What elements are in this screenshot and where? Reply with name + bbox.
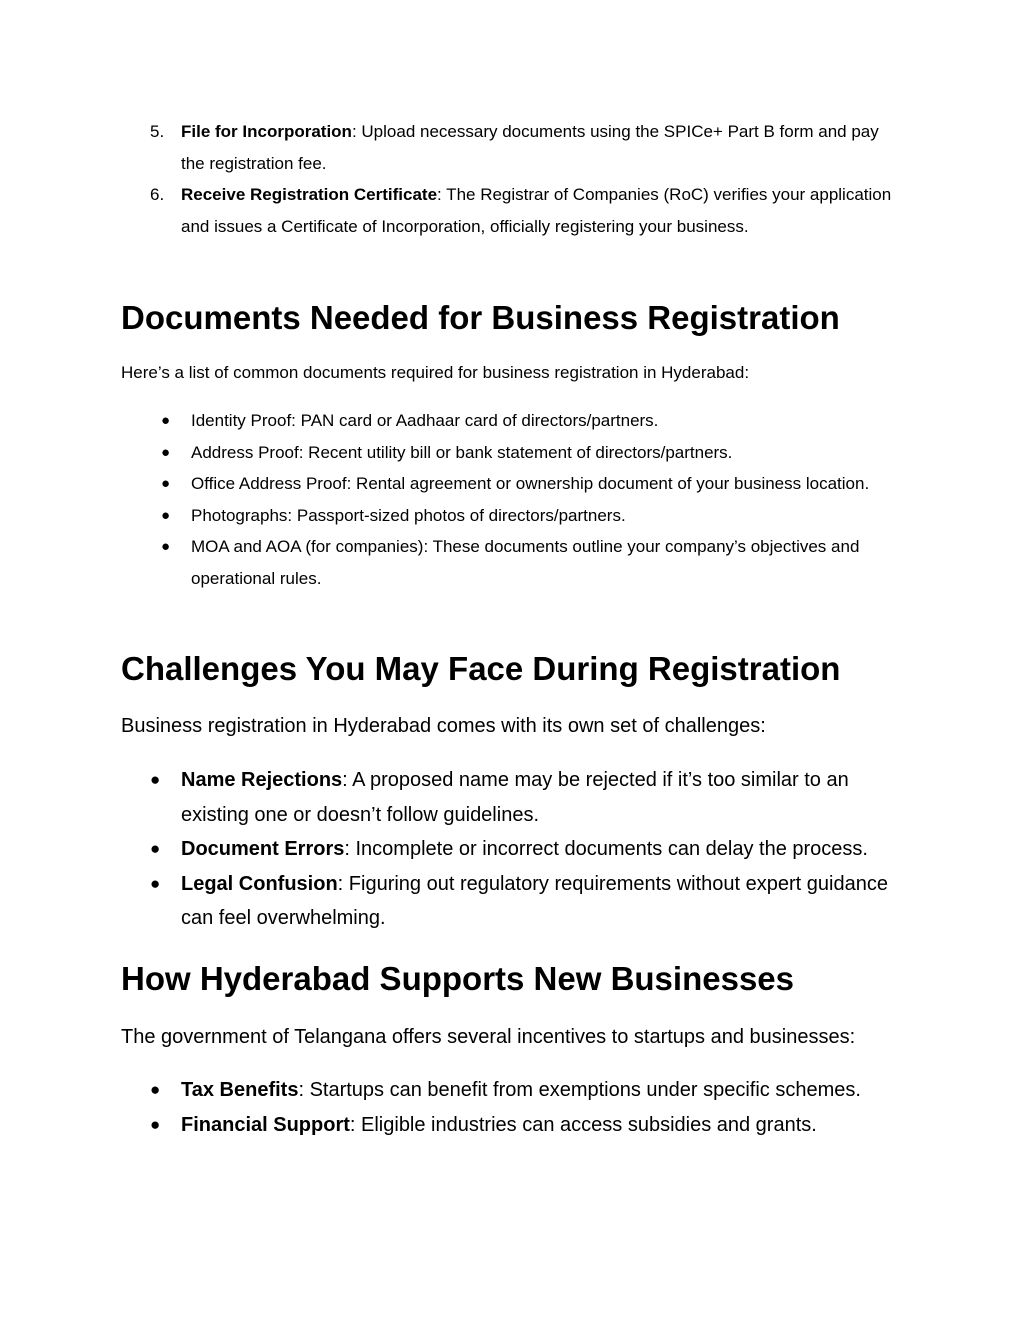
bullet-icon: ●: [150, 770, 161, 789]
registration-steps-list: [0, 116, 1024, 242]
list-item-title: Legal Confusion: [181, 872, 338, 895]
documents-intro: Here’s a list of common documents required for business registration in Hyderabad:: [121, 363, 750, 382]
documents-list: [0, 405, 1024, 594]
bullet-icon: ●: [150, 1080, 161, 1099]
support-list: [0, 1073, 1024, 1142]
list-item: [0, 1073, 911, 1108]
challenges-list: [0, 763, 1024, 936]
challenges-heading: Challenges You May Face During Registration: [121, 650, 841, 687]
list-item: [0, 867, 911, 936]
list-item-title: Financial Support: [181, 1113, 350, 1136]
list-item: [0, 1108, 911, 1143]
list-item-text: : Figuring out regulatory requirements without expert guidance can feel overwhelming.: [181, 872, 888, 929]
list-item: [0, 531, 901, 594]
challenges-intro: Business registration in Hyderabad comes with its own set of challenges:: [121, 715, 766, 737]
step-number: 6.: [150, 185, 165, 204]
bullet-icon: ●: [150, 873, 161, 893]
list-item: [0, 763, 911, 832]
list-item-text: : Startups can benefit from exemptions under specific schemes.: [298, 1079, 861, 1101]
bullet-icon: ●: [150, 839, 161, 858]
step-item: [0, 116, 901, 179]
list-item: [0, 468, 901, 500]
step-title: File for Incorporation: [181, 122, 352, 141]
list-item: [0, 832, 911, 867]
list-item-text: Photographs: Passport-sized photos of directors/partners.: [191, 505, 626, 525]
bullet-icon: ●: [161, 443, 171, 461]
list-item: [0, 437, 901, 469]
support-heading: How Hyderabad Supports New Businesses: [121, 960, 795, 997]
list-item: [0, 500, 901, 532]
list-item-text: : Eligible industries can access subsidies and grants.: [349, 1113, 817, 1136]
step-number: 5.: [150, 122, 165, 141]
bullet-icon: ●: [161, 538, 171, 555]
step-title: Receive Registration Certificate: [181, 185, 438, 204]
support-intro: The government of Telangana offers several incentives to startups and businesses:: [121, 1026, 856, 1048]
bullet-icon: ●: [161, 506, 171, 524]
bullet-icon: ●: [161, 412, 171, 429]
list-item-text: MOA and AOA (for companies): These documents outline your company’s objectives and operational rules.: [191, 537, 860, 588]
list-item-text: : Incomplete or incorrect documents can delay the process.: [344, 838, 868, 860]
list-item-title: Name Rejections: [181, 769, 343, 791]
list-item-text: : A proposed name may be rejected if it’s too similar to an existing one or doesn’t follow guidelines.: [181, 769, 849, 826]
list-item-text: Address Proof: Recent utility bill or bank statement of directors/partners.: [191, 442, 733, 462]
documents-heading: Documents Needed for Business Registration: [121, 299, 840, 336]
step-text: : Upload necessary documents using the SPICe+ Part B form and pay the registration fee.: [181, 122, 879, 173]
list-item-title: Tax Benefits: [181, 1079, 299, 1101]
list-item: [0, 405, 901, 437]
step-text: : The Registrar of Companies (RoC) verifies your application and issues a Certificate of Incorporation, officially registering your business.: [181, 185, 892, 236]
step-item: [0, 179, 901, 242]
bullet-icon: ●: [150, 1114, 161, 1134]
list-item-title: Document Errors: [181, 838, 345, 860]
list-item-text: Office Address Proof: Rental agreement or ownership document of your business location.: [191, 474, 870, 493]
bullet-icon: ●: [161, 475, 171, 492]
list-item-text: Identity Proof: PAN card or Aadhaar card of directors/partners.: [191, 411, 659, 430]
